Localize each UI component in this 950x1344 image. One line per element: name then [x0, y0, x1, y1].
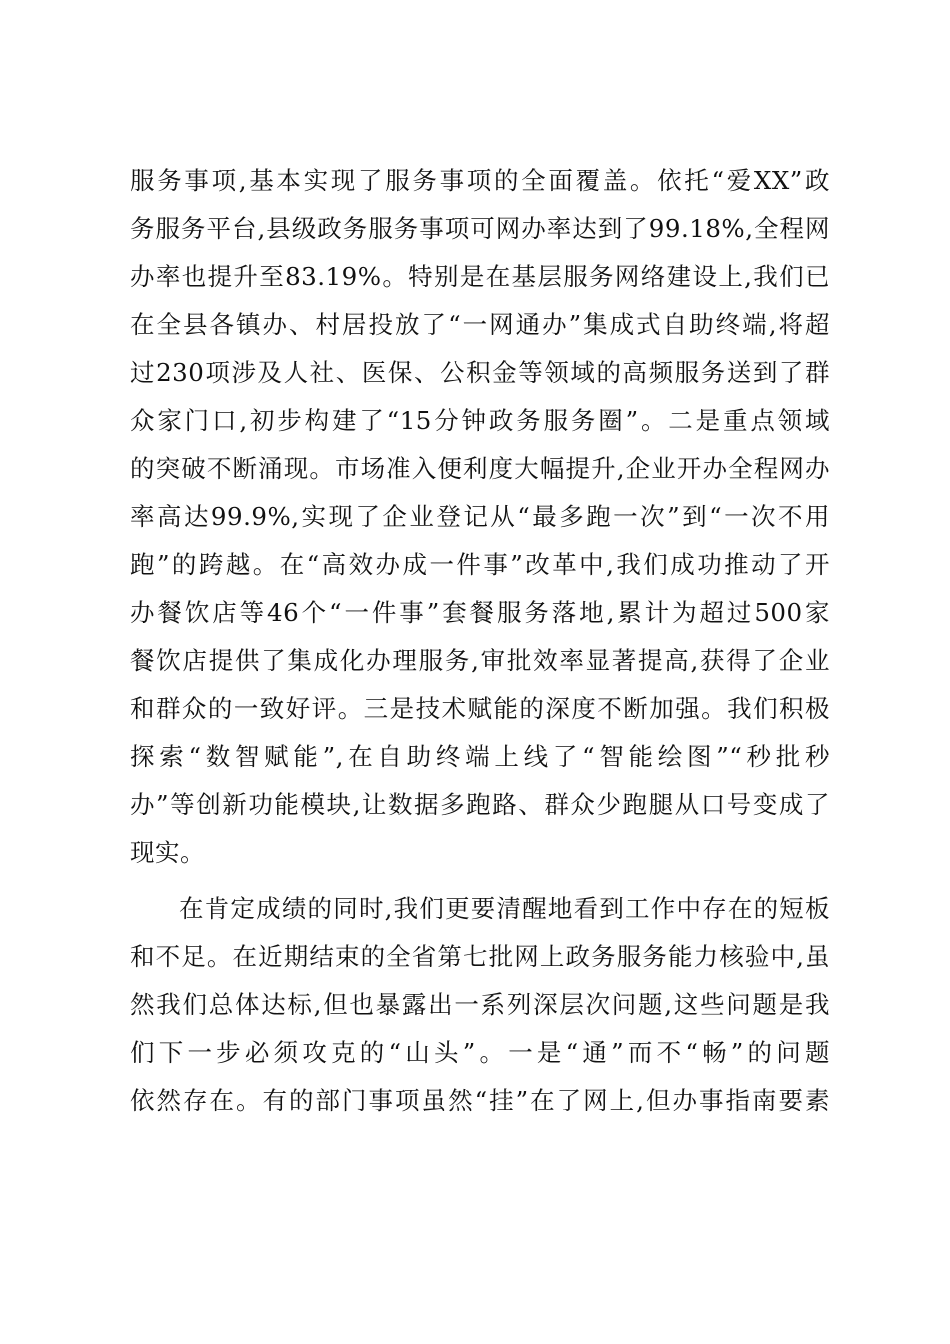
- text-line: 的突破不断涌现。市场准入便利度大幅提升,企业开办全程网办: [130, 454, 830, 483]
- text-line: 餐饮店提供了集成化办理服务,审批效率显著提高,获得了企业: [130, 646, 830, 675]
- text-line: 跑”的跨越。在“高效办成一件事”改革中,我们成功推动了开: [130, 550, 830, 579]
- text-line: 和不足。在近期结束的全省第七批网上政务服务能力核验中,虽: [130, 942, 830, 971]
- text-line: 和群众的一致好评。三是技术赋能的深度不断加强。我们积极: [130, 694, 830, 723]
- text-line: 众家门口,初步构建了“15分钟政务服务圈”。二是重点领域: [130, 406, 830, 435]
- text-line: 然我们总体达标,但也暴露出一系列深层次问题,这些问题是我: [130, 990, 830, 1019]
- text-line: 办率也提升至83.19%。特别是在基层服务网络建设上,我们已: [130, 262, 830, 291]
- text-line: 在全县各镇办、村居投放了“一网通办”集成式自助终端,将超: [130, 310, 830, 339]
- text-line: 办餐饮店等46个“一件事”套餐服务落地,累计为超过500家: [130, 598, 830, 627]
- text-line: 在肯定成绩的同时,我们更要清醒地看到工作中存在的短板: [179, 894, 830, 923]
- text-line: 办”等创新功能模块,让数据多跑路、群众少跑腿从口号变成了: [130, 790, 830, 819]
- text-line: 依然存在。有的部门事项虽然“挂”在了网上,但办事指南要素: [130, 1086, 830, 1115]
- document-body: [130, 157, 830, 1125]
- text-line: 务服务平台,县级政务服务事项可网办率达到了99.18%,全程网: [130, 214, 830, 243]
- text-line: 率高达99.9%,实现了企业登记从“最多跑一次”到“一次不用: [130, 502, 830, 531]
- text-line: 现实。: [130, 838, 205, 867]
- text-line: 服务事项,基本实现了服务事项的全面覆盖。依托“爱XX”政: [130, 166, 830, 195]
- paragraph-shortcomings: [130, 885, 830, 1125]
- text-line: 们下一步必须攻克的“山头”。一是“通”而不“畅”的问题: [130, 1038, 830, 1067]
- text-line: 探索“数智赋能”,在自助终端上线了“智能绘图”“秒批秒: [130, 742, 830, 771]
- paragraph-achievements: [130, 157, 830, 877]
- text-line: 过230项涉及人社、医保、公积金等领域的高频服务送到了群: [130, 358, 830, 387]
